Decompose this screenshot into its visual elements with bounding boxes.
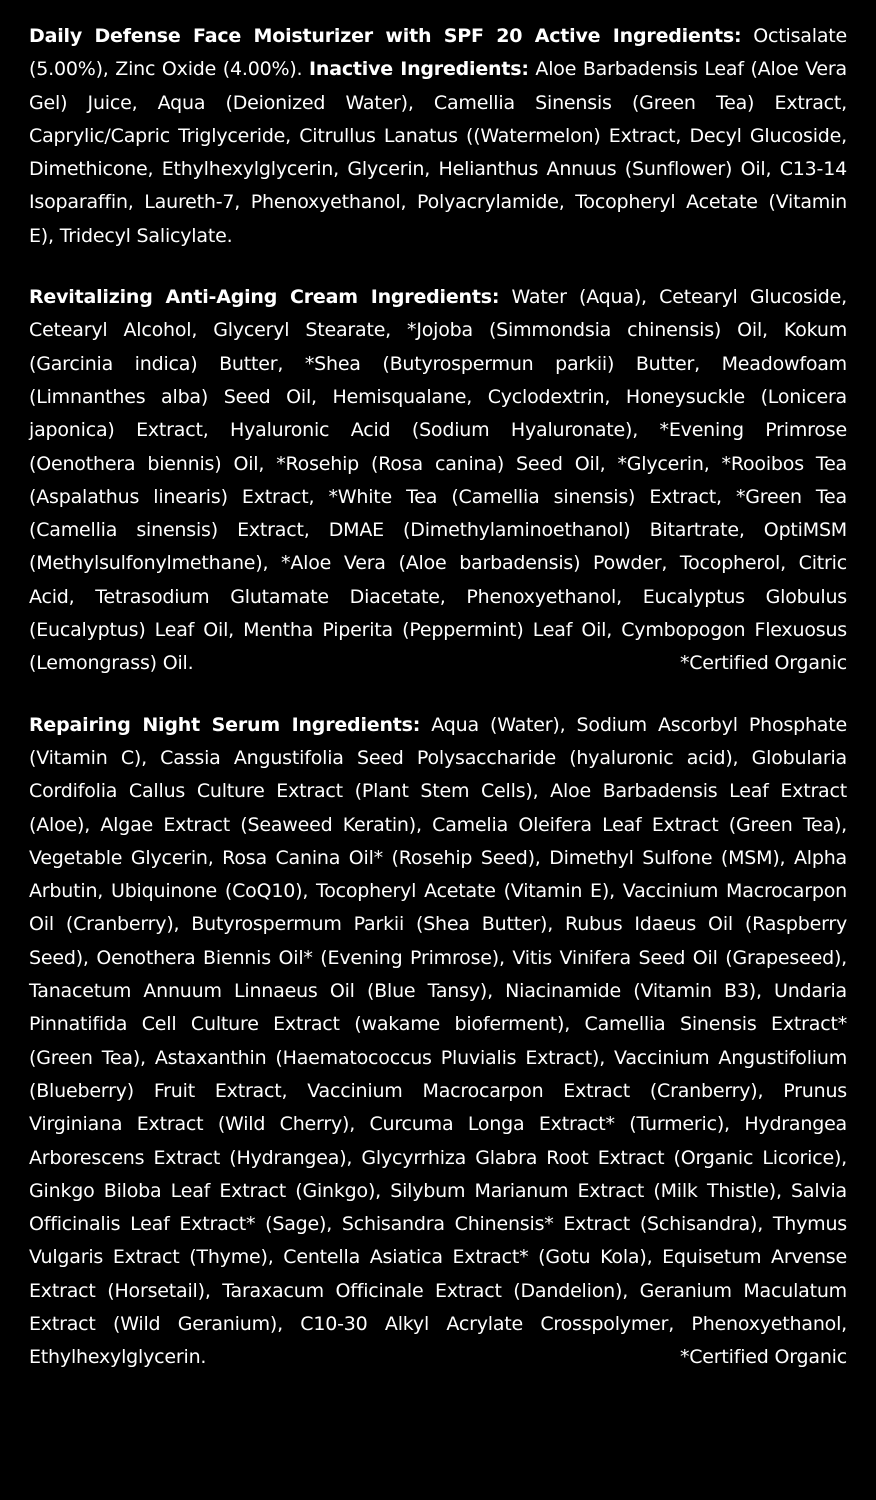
ingredients-panel bbox=[29, 20, 847, 1375]
cream-organic-note: *Certified Organic bbox=[679, 652, 847, 675]
moisturizer-inactive-label: Inactive Ingredients: bbox=[309, 58, 529, 81]
moisturizer-active-ingredients: Octisalate (5.00%), Zinc Oxide (4.00%). bbox=[29, 25, 847, 81]
serum-ingredient-list: Aqua (Water), Sodium Ascorbyl Phosphate (Vitamin C), Cassia Angustifolia Seed Polysaccharide (hyaluronic acid), Globularia Cordifolia Callus Culture Extract (Plant Stem Cells), Aloe Barbadensis Leaf Extract (Aloe), Algae Extract (Seaweed Keratin), Camelia Oleifera Leaf Extract (Green Tea), Vegetable Glycerin, Rosa Canina Oil* (Rosehip Seed), Dimethyl Sulfone (MSM), Alpha Arbutin, Ubiquinone (CoQ10), Tocopheryl Acetate (Vitamin E), Vaccinium Macrocarpon Oil (Cranberry), Butyrospermum Parkii (Shea Butter), Rubus Idaeus Oil (Raspberry Seed), Oenothera Biennis Oil* (Evening Primrose), Vitis Vinifera Seed Oil (Grapeseed), Tanacetum Annuum Linnaeus Oil (Blue Tansy), Niacinamide (Vitamin B3), Undaria Pinnatifida Cell Culture Extract (wakame bioferment), Camellia Sinensis Extract* (Green Tea), Astaxanthin (Haematococcus Pluvialis Extract), Vaccinium Angustifolium (Blueberry) Fruit Extract, Vaccinium Macrocarpon Extract (Cranberry), Prunus Virginiana Extract (Wild Cherry), Curcuma Longa Extract* (Turmeric), Hydrangea Arborescens Extract (Hydrangea), Glycyrrhiza Glabra Root Extract (Organic Licorice), Ginkgo Biloba Leaf Extract (Ginkgo), Silybum Marianum Extract (Milk Thistle), Salvia Officinalis Leaf Extract* (Sage), Schisandra Chinensis* Extract (Schisandra), Thymus Vulgaris Extract (Thyme), Centella Asiatica Extract* (Gotu Kola), Equisetum Arvense Extract (Horsetail), Taraxacum Officinale Extract (Dandelion), Geranium Maculatum Extract (Wild Geranium), C10-30 Alkyl Acrylate Crosspolymer, Phenoxyethanol, Ethylhexylglycerin. bbox=[29, 713, 847, 1369]
serum-title: Repairing Night Serum Ingredients: bbox=[29, 713, 421, 736]
cream-title: Revitalizing Anti-Aging Cream Ingredients: bbox=[29, 286, 500, 309]
cream-ingredients bbox=[29, 281, 847, 681]
serum-organic-note: *Certified Organic bbox=[679, 1346, 847, 1369]
moisturizer-inactive-ingredients: Aloe Barbadensis Leaf (Aloe Vera Gel) Juice, Aqua (Deionized Water), Camellia Sinensis (Green Tea) Extract, Caprylic/Capric Triglyceride, Citrullus Lanatus ((Watermelon) Extract, Decyl Glucoside, Dimethicone, Ethylhexylglycerin, Glycerin, Helianthus Annuus (Sunflower) Oil, C13-14 Isoparaffin, Laureth-7, Phenoxyethanol, Polyacrylamide, Tocopheryl Acetate (Vitamin E), Tridecyl Salicylate. bbox=[29, 58, 847, 247]
serum-ingredients bbox=[29, 709, 847, 1375]
moisturizer-title: Daily Defense Face Moisturizer with SPF 20 Active Ingredients: bbox=[29, 25, 742, 47]
cream-ingredient-list: Water (Aqua), Cetearyl Glucoside, Cetearyl Alcohol, Glyceryl Stearate, *Jojoba (Simmondsia chinensis) Oil, Kokum (Garcinia indica) Butter, *Shea (Butyrospermun parkii) Butter, Meadowfoam (Limnanthes alba) Seed Oil, Hemisqualane, Cyclodextrin, Honeysuckle (Lonicera japonica) Extract, Hyaluronic Acid (Sodium Hyaluronate), *Evening Primrose (Oenothera biennis) Oil, *Rosehip (Rosa canina) Seed Oil, *Glycerin, *Rooibos Tea (Aspalathus linearis) Extract, *White Tea (Camellia sinensis) Extract, *Green Tea (Camellia sinensis) Extract, DMAE (Dimethylaminoethanol) Bitartrate, OptiMSM (Methylsulfonylmethane), *Aloe Vera (Aloe barbadensis) Powder, Tocopherol, Citric Acid, Tetrasodium Glutamate Diacetate, Phenoxyethanol, Eucalyptus Globulus (Eucalyptus) Leaf Oil, Mentha Piperita (Peppermint) Leaf Oil, Cymbopogon Flexuosus (Lemongrass) Oil. bbox=[29, 286, 847, 675]
moisturizer-ingredients bbox=[29, 20, 847, 253]
